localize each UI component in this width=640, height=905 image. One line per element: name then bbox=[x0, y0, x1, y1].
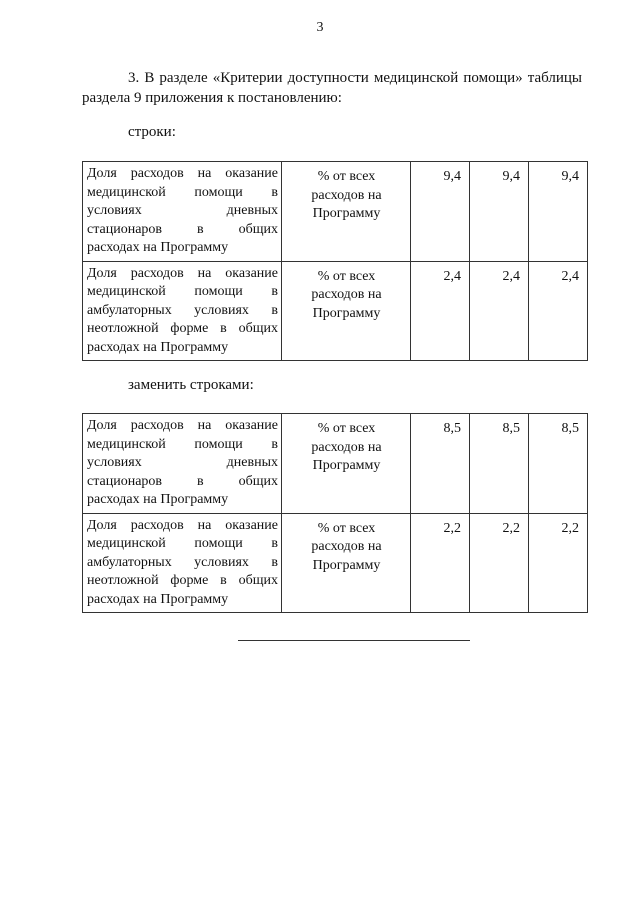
paragraph-line-1: 3. В разделе «Критерии доступности медицинской помощи» таблицы bbox=[128, 70, 582, 86]
indicator-name-line: неотложной форме в общих bbox=[87, 573, 278, 588]
unit-line: расходов на bbox=[311, 287, 382, 302]
indicator-name-line: условиях дневных bbox=[87, 203, 278, 218]
amendment-paragraph bbox=[82, 68, 582, 108]
indicator-name-cell bbox=[83, 261, 282, 361]
indicator-name-line: Доля расходов на оказание bbox=[87, 265, 278, 281]
unit-line: % от всех bbox=[317, 169, 376, 184]
unit-cell bbox=[282, 414, 411, 514]
indicator-name-line: амбулаторных условиях в bbox=[87, 302, 278, 318]
indicator-name-line: медицинской помощи в bbox=[87, 284, 278, 299]
indicator-name-line: условиях дневных bbox=[87, 455, 278, 470]
unit-line: расходов на bbox=[311, 539, 382, 554]
indicator-name-line: неотложной форме в общих bbox=[87, 321, 278, 336]
value-cell: 2,4 bbox=[470, 261, 529, 361]
unit-line: % от всех bbox=[317, 268, 376, 284]
table-row bbox=[83, 261, 588, 361]
value-cell: 2,2 bbox=[411, 513, 470, 613]
value-cell: 8,5 bbox=[529, 414, 588, 514]
indicator-name-line: расходах на Программу bbox=[87, 339, 229, 355]
indicator-name-line: Доля расходов на оказание bbox=[87, 517, 278, 533]
unit-line: Программу bbox=[312, 557, 381, 573]
unit-line: % от всех bbox=[317, 520, 376, 536]
table-row bbox=[83, 414, 588, 514]
indicator-name-cell bbox=[83, 414, 282, 514]
label-rows: строки: bbox=[128, 124, 176, 140]
table-new-rows bbox=[82, 413, 588, 613]
indicator-name-line: расходах на Программу bbox=[87, 240, 229, 255]
closing-rule bbox=[238, 640, 470, 641]
table-row bbox=[83, 513, 588, 613]
unit-cell bbox=[282, 261, 411, 361]
value-cell: 9,4 bbox=[411, 162, 470, 262]
value-cell: 9,4 bbox=[529, 162, 588, 262]
unit-line: расходов на bbox=[311, 187, 382, 203]
value-cell: 2,4 bbox=[529, 261, 588, 361]
unit-line: % от всех bbox=[317, 421, 376, 436]
indicator-name-line: Доля расходов на оказание bbox=[87, 166, 278, 181]
unit-line: Программу bbox=[312, 458, 381, 473]
indicator-name-cell bbox=[83, 513, 282, 613]
indicator-name-line: амбулаторных условиях в bbox=[87, 554, 278, 570]
table-row bbox=[83, 162, 588, 262]
value-cell: 9,4 bbox=[470, 162, 529, 262]
paragraph-line-2: раздела 9 приложения к постановлению: bbox=[82, 90, 342, 106]
indicator-name-line: стационаров в общих bbox=[87, 221, 278, 237]
indicator-name-line: медицинской помощи в bbox=[87, 536, 278, 551]
value-cell: 2,2 bbox=[529, 513, 588, 613]
indicator-name-line: медицинской помощи в bbox=[87, 436, 278, 452]
unit-cell bbox=[282, 513, 411, 613]
unit-cell bbox=[282, 162, 411, 262]
indicator-name-line: расходах на Программу bbox=[87, 492, 229, 507]
indicator-name-line: расходах на Программу bbox=[87, 591, 229, 607]
value-cell: 2,2 bbox=[470, 513, 529, 613]
indicator-name-line: стационаров в общих bbox=[87, 473, 278, 489]
value-cell: 2,4 bbox=[411, 261, 470, 361]
indicator-name-line: Доля расходов на оказание bbox=[87, 418, 278, 433]
unit-line: Программу bbox=[312, 305, 381, 321]
page-number: 3 bbox=[316, 20, 324, 35]
value-cell: 8,5 bbox=[470, 414, 529, 514]
value-cell: 8,5 bbox=[411, 414, 470, 514]
indicator-name-cell bbox=[83, 162, 282, 262]
unit-line: Программу bbox=[312, 206, 381, 221]
indicator-name-line: медицинской помощи в bbox=[87, 184, 278, 200]
label-replace: заменить строками: bbox=[128, 377, 254, 393]
table-old-rows bbox=[82, 161, 588, 361]
unit-line: расходов на bbox=[311, 439, 382, 455]
